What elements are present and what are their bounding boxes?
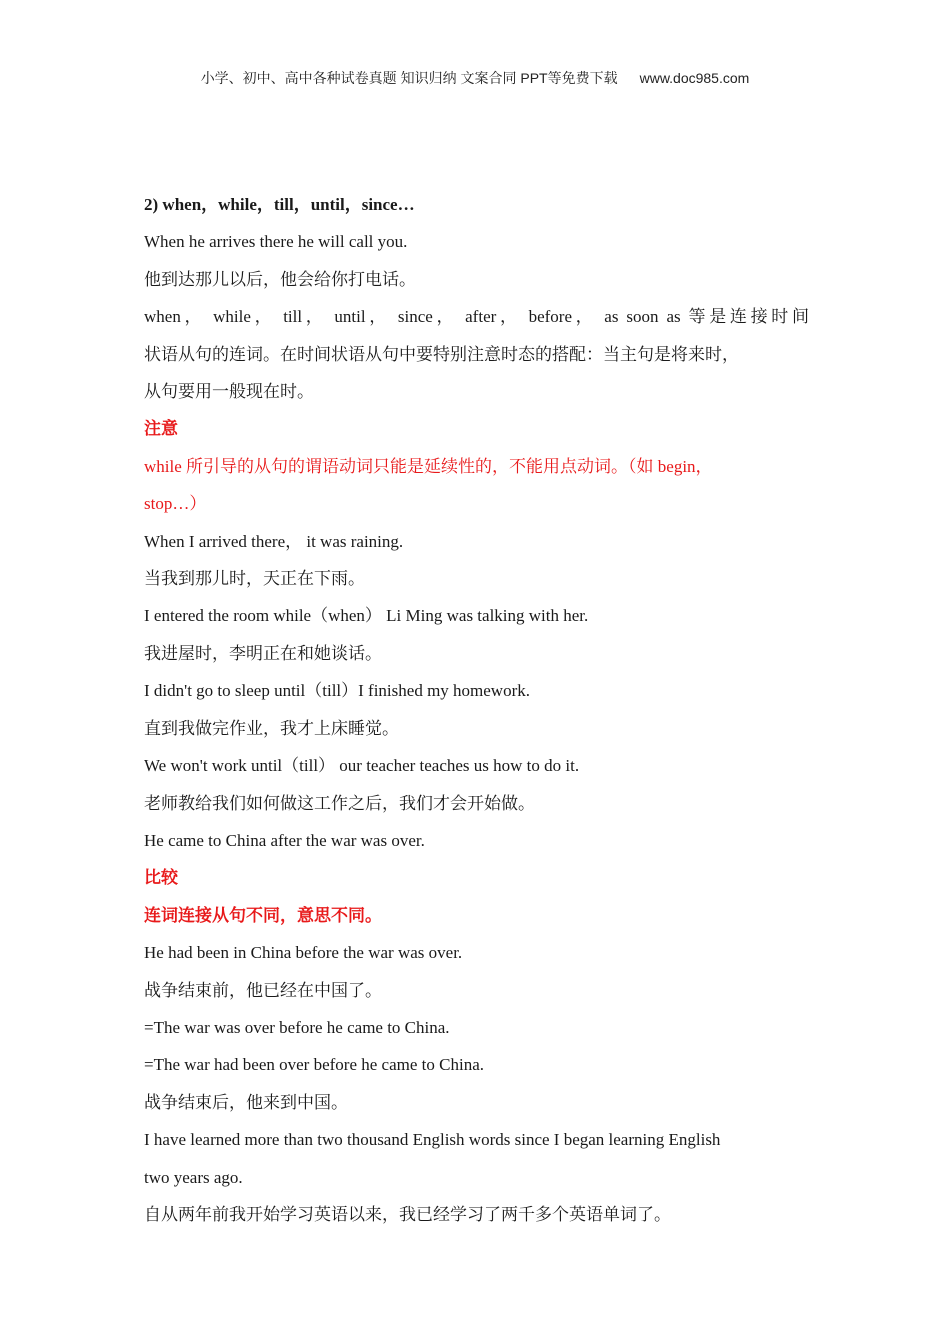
sentence-cn-when: 当我到那儿时，天正在下雨。: [144, 569, 365, 589]
note-line-2: stop…）: [144, 494, 207, 514]
compare-title: 比较: [144, 868, 178, 888]
sentence-cn-since: 自从两年前我开始学习英语以来，我已经学习了两千多个英语单词了。: [144, 1204, 671, 1224]
sentence-cn-until-2: 老师教给我们如何做这工作之后，我们才会开始做。: [144, 793, 535, 813]
sentence-en-before-3: =The war had been over before he came to China.: [144, 1055, 484, 1075]
sentence-en-before-2: =The war was over before he came to China.: [144, 1017, 450, 1037]
header-url[interactable]: www.doc985.com: [639, 70, 750, 86]
sentence-en-before-1: He had been in China before the war was over.: [144, 943, 463, 963]
sentence-en-since-line-2: two years ago.: [144, 1167, 243, 1187]
document-body: [144, 186, 809, 1233]
header-tagline: 小学、初中、高中各种试卷真题 知识归纳 文案合同 PPT等免费下载: [200, 70, 618, 86]
compare-note: 连词连接从句不同，意思不同。: [144, 905, 382, 925]
section-heading: 2) when，while，till，until，since…: [144, 195, 415, 214]
sentence-cn-before-3: 战争结束后，他来到中国。: [144, 1092, 348, 1112]
explanation-line-1: when， while， till， until， since， after， before， as soon as 等是连接时间: [144, 307, 809, 327]
explanation-line-3: 从句要用一般现在时。: [144, 382, 314, 402]
sentence-en-until-1: I didn't go to sleep until（till）I finished my homework.: [144, 681, 530, 701]
page-header: [0, 68, 950, 88]
example-en-1: When he arrives there he will call you.: [144, 232, 408, 252]
sentence-en-until-2: We won't work until（till） our teacher teaches us how to do it.: [144, 756, 580, 776]
sentence-en-when: When I arrived there， it was raining.: [144, 531, 404, 551]
sentence-cn-until-1: 直到我做完作业，我才上床睡觉。: [144, 718, 399, 738]
sentence-en-after: He came to China after the war was over.: [144, 830, 425, 850]
example-cn-1: 他到达那儿以后，他会给你打电话。: [144, 269, 416, 289]
explanation-line-2: 状语从句的连词。在时间状语从句中要特别注意时态的搭配：当主句是将来时，: [144, 344, 739, 364]
sentence-en-since-line-1: I have learned more than two thousand English words since I began learning English: [144, 1130, 721, 1150]
sentence-en-while: I entered the room while（when） Li Ming was talking with her.: [144, 606, 589, 626]
sentence-cn-while: 我进屋时，李明正在和她谈话。: [144, 643, 382, 663]
note-line-1: while 所引导的从句的谓语动词只能是延续性的，不能用点动词。（如 begin，: [144, 456, 713, 476]
note-title: 注意: [144, 419, 178, 439]
sentence-cn-before-1: 战争结束前，他已经在中国了。: [144, 980, 382, 1000]
